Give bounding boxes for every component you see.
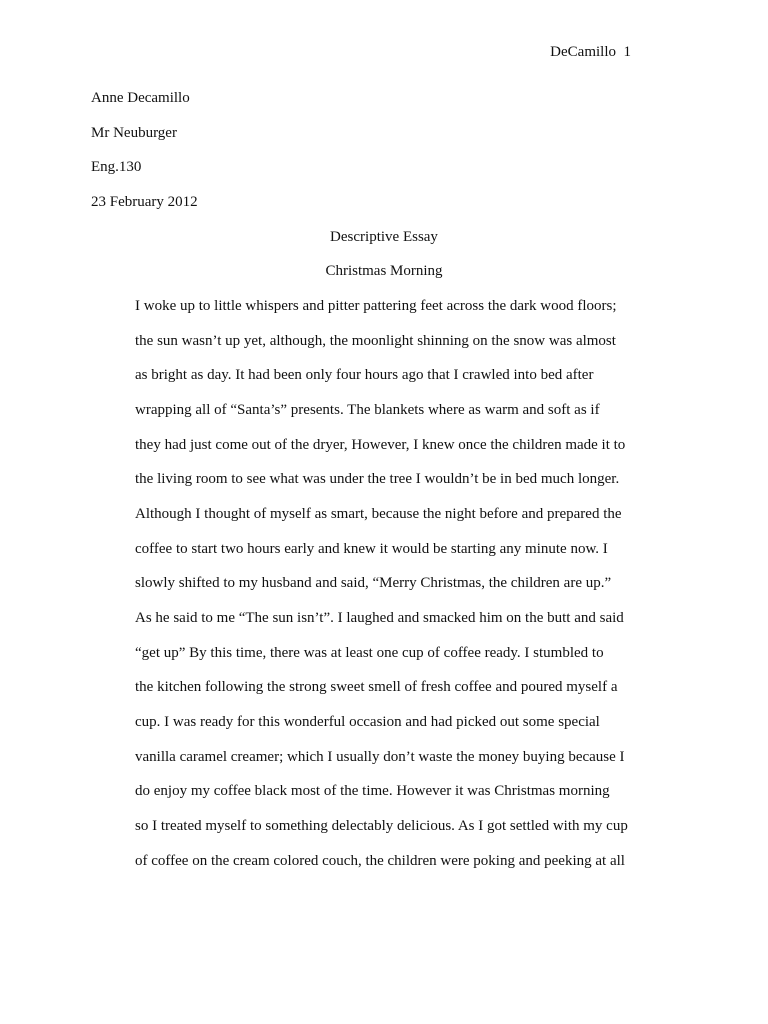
body-line: wrapping all of “Santa’s” presents. The blankets where as warm and soft as if	[135, 402, 600, 418]
body-line: cup. I was ready for this wonderful occasion and had picked out some special	[135, 714, 600, 730]
header-surname: DeCamillo	[550, 44, 616, 60]
body-line: Although I thought of myself as smart, because the night before and prepared the	[135, 506, 622, 522]
header-page-number: 1	[623, 44, 631, 60]
essay-date: 23 February 2012	[91, 194, 198, 210]
instructor-name: Mr Neuburger	[91, 125, 177, 141]
body-line: so I treated myself to something delectably delicious. As I got settled with my cup	[135, 818, 628, 834]
body-line: the sun wasn’t up yet, although, the moonlight shinning on the snow was almost	[135, 333, 616, 349]
essay-type: Descriptive Essay	[330, 229, 438, 245]
body-line: of coffee on the cream colored couch, the children were poking and peeking at all	[135, 853, 625, 869]
essay-title: Christmas Morning	[325, 263, 443, 279]
body-line: vanilla caramel creamer; which I usually don’t waste the money buying because I	[135, 749, 625, 765]
student-name: Anne Decamillo	[91, 90, 190, 106]
body-line: “get up” By this time, there was at least one cup of coffee ready. I stumbled to	[135, 645, 604, 661]
course-name: Eng.130	[91, 159, 142, 175]
body-line: do enjoy my coffee black most of the time. However it was Christmas morning	[135, 783, 610, 799]
body-line: they had just come out of the dryer, However, I knew once the children made it to	[135, 437, 626, 453]
body-line: I woke up to little whispers and pitter pattering feet across the dark wood floors;	[135, 298, 617, 314]
running-header	[550, 44, 631, 61]
body-line: coffee to start two hours early and knew it would be starting any minute now. I	[135, 541, 608, 557]
body-line: the living room to see what was under the tree I wouldn’t be in bed much longer.	[135, 471, 620, 487]
body-line: as bright as day. It had been only four hours ago that I crawled into bed after	[135, 367, 594, 383]
body-line: slowly shifted to my husband and said, “Merry Christmas, the children are up.”	[135, 575, 612, 591]
body-line: As he said to me “The sun isn’t”. I laughed and smacked him on the butt and said	[135, 610, 624, 626]
body-line: the kitchen following the strong sweet smell of fresh coffee and poured myself a	[135, 679, 618, 695]
